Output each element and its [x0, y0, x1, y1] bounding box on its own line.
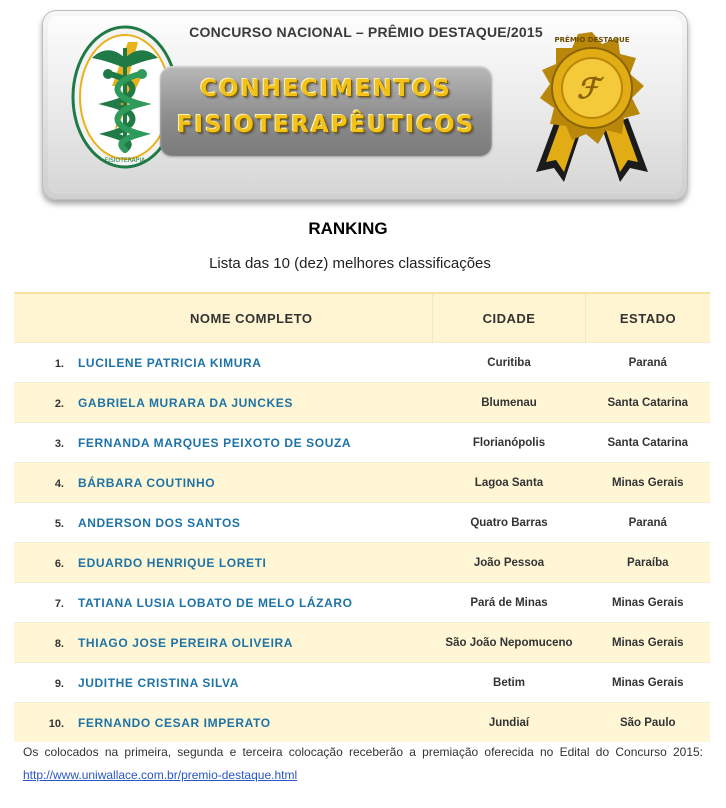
- badge-text: PRÊMIO DESTAQUE: [554, 36, 630, 44]
- person-name: FERNANDA MARQUES PEIXOTO DE SOUZA: [78, 435, 352, 450]
- state-cell: Paraíba: [586, 543, 711, 583]
- person-name: LUCILENE PATRICIA KIMURA: [78, 355, 262, 370]
- ranking-subtitle: Lista das 10 (dez) melhores classificações: [209, 255, 491, 272]
- rank-number: 7.: [54, 597, 64, 610]
- title-box: [160, 66, 492, 156]
- rank-number: 6.: [54, 557, 64, 570]
- header-city: CIDADE: [433, 293, 586, 343]
- person-name: THIAGO JOSE PEREIRA OLIVEIRA: [78, 635, 294, 650]
- state-cell: Minas Gerais: [586, 463, 711, 503]
- city-cell: Lagoa Santa: [433, 463, 586, 503]
- table-row: [14, 703, 710, 743]
- contest-title: CONCURSO NACIONAL – PRÊMIO DESTAQUE/2015: [189, 24, 543, 40]
- city-cell: Florianópolis: [433, 423, 586, 463]
- state-cell: Santa Catarina: [586, 383, 711, 423]
- city-cell: São João Nepomuceno: [433, 623, 586, 663]
- rank-number: 3.: [54, 437, 64, 450]
- city-cell: Betim: [433, 663, 586, 703]
- person-name: JUDITHE CRISTINA SILVA: [78, 675, 239, 690]
- rank-number: 2.: [54, 397, 64, 410]
- table-row: [14, 543, 710, 583]
- person-name: EDUARDO HENRIQUE LORETI: [78, 555, 267, 570]
- city-cell: Blumenau: [433, 383, 586, 423]
- header-state: ESTADO: [586, 293, 711, 343]
- rank-number: 4.: [54, 477, 64, 490]
- table-header-row: [14, 293, 710, 343]
- person-name: ANDERSON DOS SANTOS: [78, 515, 241, 530]
- svg-text:ℱ: ℱ: [576, 72, 600, 105]
- table-row: [14, 423, 710, 463]
- rank-number: 8.: [54, 637, 64, 650]
- city-cell: Pará de Minas: [433, 583, 586, 623]
- table-row: [14, 583, 710, 623]
- award-rosette-icon: [532, 22, 652, 184]
- table-row: [14, 383, 710, 423]
- edital-link[interactable]: http://www.uniwallace.com.br/premio-destaque.html: [23, 768, 298, 782]
- table-row: [14, 343, 710, 383]
- rank-number: 1.: [54, 357, 64, 370]
- state-cell: Minas Gerais: [586, 583, 711, 623]
- header-name: NOME COMPLETO: [14, 293, 433, 343]
- person-name: GABRIELA MURARA DA JUNCKES: [78, 395, 293, 410]
- footer-note: Os colocados na primeira, segunda e terceira colocação receberão a premiação oferecida no Edital do Concurso 2015:: [23, 745, 703, 759]
- rank-number: 5.: [54, 517, 64, 530]
- state-cell: Paraná: [586, 343, 711, 383]
- city-cell: Quatro Barras: [433, 503, 586, 543]
- city-cell: Curitiba: [433, 343, 586, 383]
- person-name: BÁRBARA COUTINHO: [78, 475, 216, 490]
- table-row: [14, 663, 710, 703]
- state-cell: São Paulo: [586, 703, 711, 743]
- title-line-1: CONHECIMENTOS: [200, 76, 452, 102]
- logo-text: FISIOTERAPIA: [104, 157, 146, 164]
- rank-number: 9.: [54, 677, 64, 690]
- ranking-table: [14, 292, 710, 742]
- title-line-2: FISIOTERAPÊUTICOS: [176, 112, 476, 138]
- city-cell: Jundiaí: [433, 703, 586, 743]
- ranking-title: RANKING: [308, 219, 388, 238]
- table-row: [14, 503, 710, 543]
- person-name: FERNANDO CESAR IMPERATO: [78, 715, 271, 730]
- state-cell: Santa Catarina: [586, 423, 711, 463]
- table-row: [14, 463, 710, 503]
- state-cell: Minas Gerais: [586, 663, 711, 703]
- city-cell: João Pessoa: [433, 543, 586, 583]
- table-row: [14, 623, 710, 663]
- person-name: TATIANA LUSIA LOBATO DE MELO LÁZARO: [78, 595, 353, 610]
- state-cell: Paraná: [586, 503, 711, 543]
- state-cell: Minas Gerais: [586, 623, 711, 663]
- rank-number: 10.: [48, 717, 64, 730]
